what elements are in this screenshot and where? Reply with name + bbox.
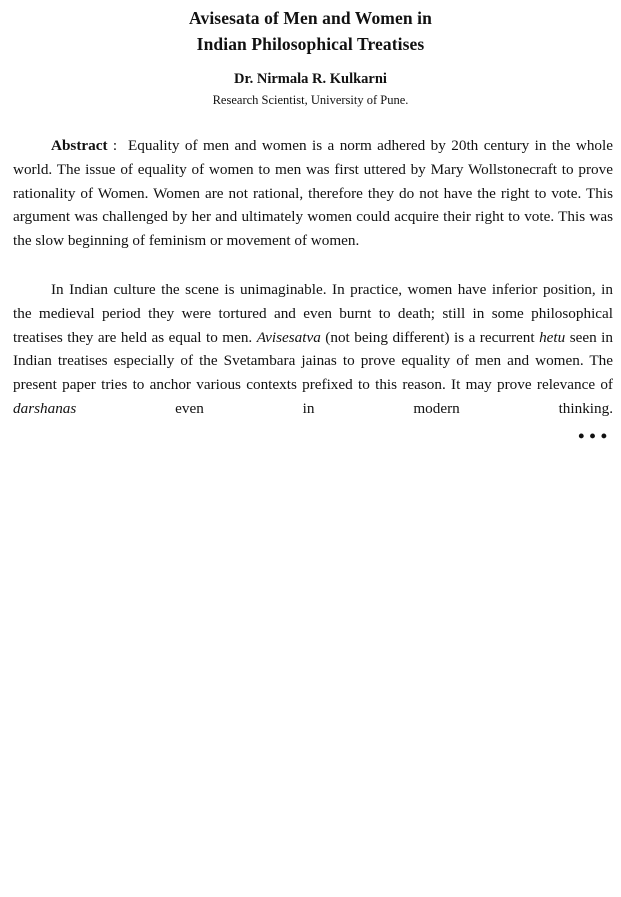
body-paragraph xyxy=(13,278,613,421)
body-text-part-4: even in modern thinking. xyxy=(76,399,613,417)
author-affiliation: Research Scientist, University of Pune. xyxy=(212,93,409,107)
continuation-dots: ••• xyxy=(578,426,612,446)
abstract-separator: : xyxy=(107,137,123,154)
abstract-text: Equality of men and women is a norm adhered by 20th century in the whole world. The issue of equality of women to men was first uttered by Mary Wollstonecraft to prove rationality of Women. Women are not rational, therefore they do not have the right to vote. This argument was challenged by her and ultimately women could acquire their right to vote. This was the slow beginning of feminism or movement of women. xyxy=(13,137,613,250)
abstract-label: Abstract xyxy=(51,137,108,154)
term-hetu: hetu xyxy=(539,328,566,346)
body-text-part-1: In Indian culture the scene is unimaginable. In practice, women have inferior position, in the medieval period they were tortured and even burnt to death; still in some philosophical treatises they are held as equal to men. xyxy=(13,281,613,346)
paper-title-line-1: Avisesata of Men and Women in xyxy=(189,8,432,28)
body-text-part-3: seen in Indian treatises especially of the Svetambara jainas to prove equality of men and women. The present paper tries to anchor various contexts prefixed to this reason. It may prove relevance of xyxy=(13,328,613,394)
abstract-paragraph xyxy=(13,134,613,253)
term-darshanas: darshanas xyxy=(13,399,77,417)
paper-title-line-2: Indian Philosophical Treatises xyxy=(196,34,425,54)
author-name: Dr. Nirmala R. Kulkarni xyxy=(234,71,387,87)
term-avisesatva: Avisesatva xyxy=(256,328,321,346)
body-text-part-2: (not being different) is a recurrent xyxy=(320,328,540,346)
